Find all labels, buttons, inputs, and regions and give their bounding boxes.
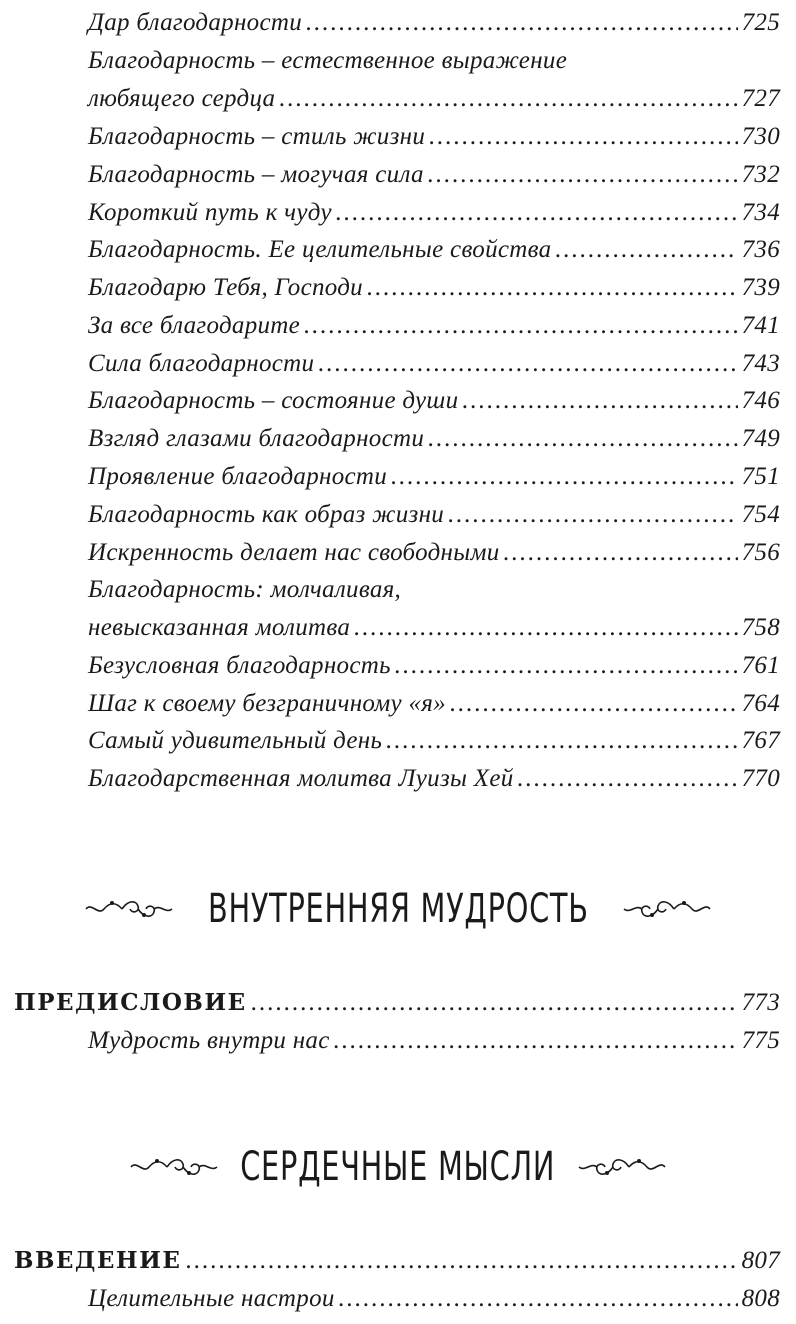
dot-leader <box>318 345 737 383</box>
entry-title: Благодарю Тебя, Господи <box>88 274 363 301</box>
entry-title: Целительные настрои <box>88 1285 335 1312</box>
toc-entry[interactable] <box>88 609 780 647</box>
flourish-ornament-icon <box>127 1152 219 1182</box>
entry-page: 764 <box>741 690 780 717</box>
dot-leader <box>450 685 738 723</box>
toc-entry[interactable] <box>88 1022 780 1060</box>
entry-title: Шаг к своему безграничному «я» <box>88 690 446 717</box>
flourish-ornament-icon <box>577 1152 669 1182</box>
entry-title: Взгляд глазами благодарности <box>88 425 425 452</box>
toc-entry[interactable] <box>88 722 780 760</box>
dot-leader <box>334 1022 738 1060</box>
toc-entry[interactable] <box>88 269 780 307</box>
entry-title: Благодарность – могучая сила <box>88 161 424 188</box>
entry-page: 743 <box>741 350 780 377</box>
dot-leader <box>339 1280 738 1318</box>
dot-leader <box>354 609 737 647</box>
toc-entry[interactable] <box>88 42 780 80</box>
entry-page: 754 <box>741 501 780 528</box>
entry-page: 807 <box>741 1247 780 1274</box>
entry-title: Искренность делает нас свободными <box>88 539 500 566</box>
section-heading: ВНУТРЕННЯЯ МУДРОСТЬ <box>207 886 589 932</box>
section-heading: СЕРДЕЧНЫЕ МЫСЛИ <box>240 1144 556 1190</box>
dot-leader <box>386 722 737 760</box>
entry-title: любящего сердца <box>88 85 276 112</box>
entry-title: Благодарность – стиль жизни <box>88 123 426 150</box>
section-header <box>0 1122 796 1212</box>
dot-leader <box>367 269 738 307</box>
entry-title: Безусловная благодарность <box>88 652 391 679</box>
toc-entry[interactable] <box>88 307 780 345</box>
entry-page: 767 <box>741 727 780 754</box>
toc-entry[interactable] <box>88 685 780 723</box>
toc-entry[interactable] <box>88 496 780 534</box>
toc-entry[interactable] <box>88 118 780 156</box>
entry-page: 741 <box>741 312 780 339</box>
entry-title: Мудрость внутри нас <box>88 1027 330 1054</box>
toc-entry[interactable] <box>88 571 780 609</box>
entry-title: Сила благодарности <box>88 350 315 377</box>
toc-entry[interactable] <box>88 345 780 383</box>
entry-title: За все благодарите <box>88 312 301 339</box>
dot-leader <box>251 984 738 1022</box>
dot-leader <box>395 647 738 685</box>
entry-title: Проявление благодарности <box>88 463 388 490</box>
dot-leader <box>462 382 737 420</box>
chapter-title: ВВЕДЕНИЕ <box>14 1247 182 1274</box>
flourish-ornament-icon <box>82 894 174 924</box>
entry-title: Благодарственная молитва Луизы Хей <box>88 765 514 792</box>
entry-page: 761 <box>741 652 780 679</box>
entry-page: 734 <box>741 199 780 226</box>
entry-title: Благодарность – состояние души <box>88 387 459 414</box>
entry-title: Самый удивительный день <box>88 727 383 754</box>
entry-page: 751 <box>741 463 780 490</box>
entry-page: 749 <box>741 425 780 452</box>
entry-title: Короткий путь к чуду <box>88 199 332 226</box>
toc-entry[interactable] <box>88 382 780 420</box>
entry-page: 730 <box>741 123 780 150</box>
dot-leader <box>428 420 737 458</box>
entry-page: 775 <box>741 1027 780 1054</box>
entry-page: 756 <box>741 539 780 566</box>
entry-page: 725 <box>741 9 780 36</box>
flourish-ornament-icon <box>622 894 714 924</box>
entry-page: 732 <box>741 161 780 188</box>
dot-leader <box>336 194 738 232</box>
toc-chapter-entry[interactable] <box>14 1242 780 1280</box>
entry-page: 746 <box>741 387 780 414</box>
dot-leader <box>429 118 737 156</box>
dot-leader <box>304 307 738 345</box>
entry-title: Благодарность: молчаливая, <box>88 576 402 603</box>
toc-entry[interactable] <box>88 80 780 118</box>
dot-leader <box>279 80 737 118</box>
entry-title: Благодарность – естественное выражение <box>88 47 568 74</box>
toc-entry[interactable] <box>88 420 780 458</box>
toc-entry[interactable] <box>88 760 780 798</box>
entry-title: невысказанная молитва <box>88 614 351 641</box>
dot-leader <box>504 534 738 572</box>
entry-title: Благодарность. Ее целительные свойства <box>88 236 552 263</box>
toc-entry[interactable] <box>88 156 780 194</box>
dot-leader <box>428 156 738 194</box>
toc-entry[interactable] <box>88 194 780 232</box>
entry-page: 770 <box>741 765 780 792</box>
dot-leader <box>555 231 737 269</box>
entry-page: 808 <box>741 1285 780 1312</box>
section-header <box>0 864 796 954</box>
chapter-title: ПРЕДИСЛОВИЕ <box>14 989 247 1016</box>
entry-title: Дар благодарности <box>88 9 303 36</box>
dot-leader <box>448 496 738 534</box>
dot-leader <box>306 4 738 42</box>
toc-entry[interactable] <box>88 458 780 496</box>
dot-leader <box>391 458 738 496</box>
toc-entry[interactable] <box>88 4 780 42</box>
entry-page: 758 <box>741 614 780 641</box>
toc-chapter-entry[interactable] <box>14 984 780 1022</box>
entry-page: 736 <box>741 236 780 263</box>
toc-entry[interactable] <box>88 231 780 269</box>
dot-leader <box>518 760 738 798</box>
dot-leader <box>185 1242 737 1280</box>
entry-page: 739 <box>741 274 780 301</box>
toc-entry[interactable] <box>88 534 780 572</box>
toc-entry[interactable] <box>88 1280 780 1318</box>
entry-page: 773 <box>741 989 780 1016</box>
entry-title: Благодарность как образ жизни <box>88 501 445 528</box>
toc-entry[interactable] <box>88 647 780 685</box>
entry-page: 727 <box>741 85 780 112</box>
